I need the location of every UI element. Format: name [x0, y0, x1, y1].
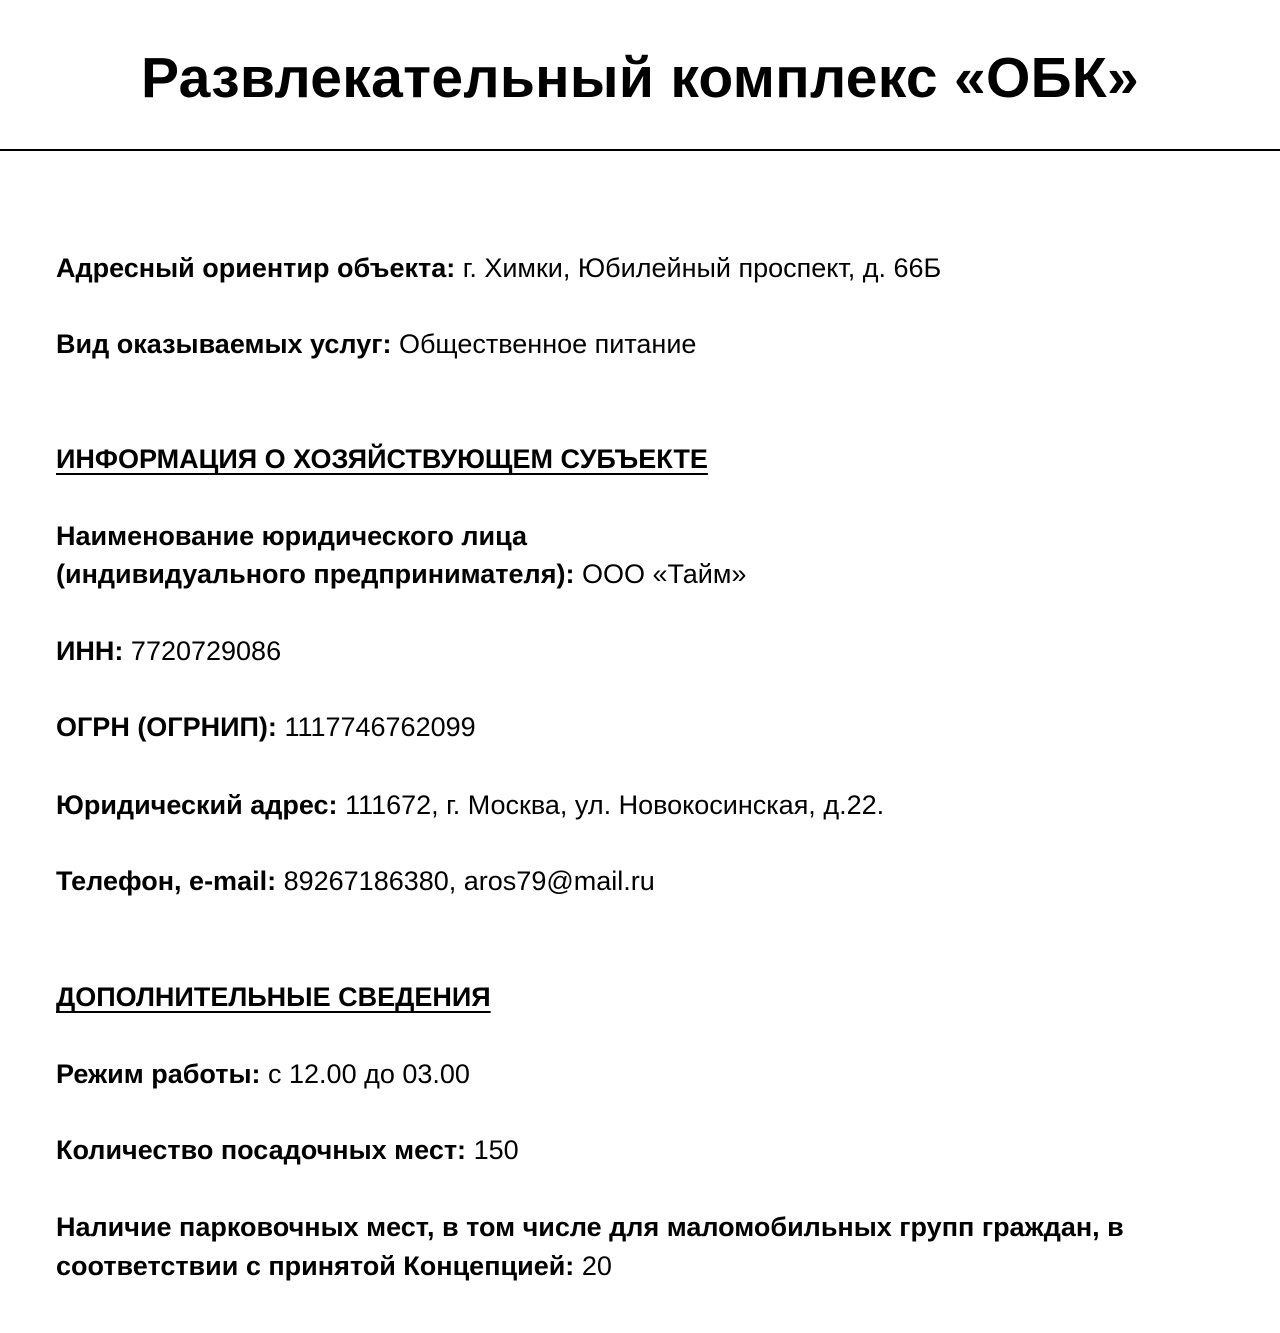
hours-row: [56, 1055, 470, 1093]
parking-label-line1: Наличие парковочных мест, в том числе для маломобильных групп граждан, в: [56, 1212, 1124, 1242]
legal-address-row: [56, 786, 884, 824]
entity-name-row-1: [56, 517, 527, 555]
hours-label: Режим работы:: [56, 1059, 261, 1089]
inn-value: 7720729086: [130, 636, 282, 666]
address-label: Адресный ориентир объекта:: [56, 253, 456, 283]
extra-section-heading: ДОПОЛНИТЕЛЬНЫЕ СВЕДЕНИЯ: [56, 982, 491, 1012]
inn-row: [56, 632, 281, 670]
service-value: Общественное питание: [398, 329, 697, 359]
seats-row: [56, 1131, 519, 1169]
legal-address-label: Юридический адрес:: [56, 790, 338, 820]
seats-label: Количество посадочных мест:: [56, 1135, 467, 1165]
inn-label: ИНН:: [56, 636, 124, 666]
legal-address-value: 111672, г. Москва, ул. Новокосинская, д.22.: [345, 790, 885, 820]
contacts-row: [56, 862, 655, 900]
ogrn-value: 1117746762099: [284, 712, 476, 742]
address-value: г. Химки, Юбилейный проспект, д. 66Б: [462, 253, 942, 283]
parking-row-2: [56, 1247, 612, 1285]
parking-row-1: [56, 1208, 1124, 1246]
entity-name-row-2: [56, 555, 746, 593]
parking-label-line2: соответствии с принятой Концепцией:: [56, 1251, 575, 1281]
entity-name-label-line2: (индивидуального предпринимателя):: [56, 559, 575, 589]
contacts-value: 89267186380, aros79@mail.ru: [283, 866, 655, 896]
ogrn-row: [56, 708, 476, 746]
entity-name-label-line1: Наименование юридического лица: [56, 521, 528, 551]
hours-value: с 12.00 до 03.00: [268, 1059, 470, 1089]
entity-section-heading: ИНФОРМАЦИЯ О ХОЗЯЙСТВУЮЩЕМ СУБЪЕКТЕ: [56, 444, 708, 474]
contacts-label: Телефон, e-mail:: [56, 866, 277, 896]
entity-name-value: ООО «Тайм»: [581, 559, 747, 589]
parking-value: 20: [581, 1251, 612, 1281]
title-divider: [0, 149, 1280, 151]
address-row: [56, 249, 941, 287]
service-label: Вид оказываемых услуг:: [56, 329, 392, 359]
ogrn-label: ОГРН (ОГРНИП):: [56, 712, 277, 742]
service-row: [56, 325, 696, 363]
page-title: Развлекательный комплекс «ОБК»: [141, 46, 1139, 110]
seats-value: 150: [473, 1135, 519, 1165]
